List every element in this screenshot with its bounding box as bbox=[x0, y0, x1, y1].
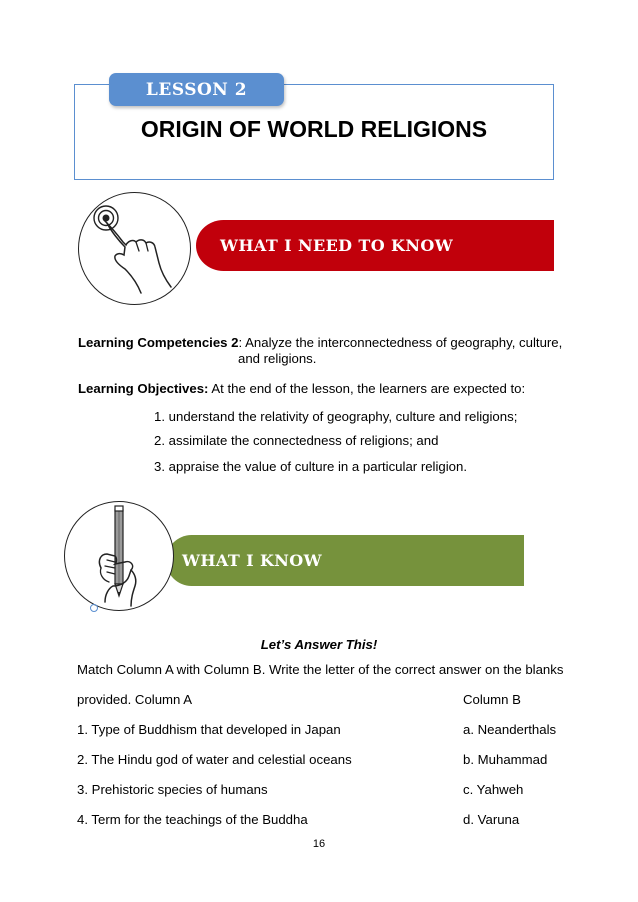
activity-instruction: Match Column A with Column B. Write the letter of the correct answer on the blanks bbox=[77, 662, 564, 677]
learning-competencies-line bbox=[78, 335, 562, 351]
objective-item: 3. appraise the value of culture in a particular religion. bbox=[154, 459, 468, 474]
what-i-need-to-know-label: WHAT I NEED TO KNOW bbox=[220, 236, 454, 255]
lesson-tab: LESSON 2 bbox=[109, 73, 284, 106]
learning-objectives-line bbox=[78, 381, 525, 397]
column-a-item: 3. Prehistoric species of humans bbox=[77, 782, 268, 797]
column-a-item: 2. The Hindu god of water and celestial oceans bbox=[77, 752, 352, 767]
competencies-label: Learning Competencies 2 bbox=[78, 335, 239, 350]
page-number: 16 bbox=[312, 838, 326, 850]
activity-title: Let’s Answer This! bbox=[260, 637, 378, 652]
competencies-continuation: and religions. bbox=[238, 351, 317, 366]
column-b-item: c. Yahweh bbox=[463, 782, 524, 797]
hand-pencil-drawing bbox=[65, 502, 173, 610]
objectives-intro: At the end of the lesson, the learners are expected to: bbox=[208, 381, 526, 396]
column-b-header: Column B bbox=[463, 692, 521, 707]
activity-instruction-continued: provided. Column A bbox=[77, 692, 193, 707]
decorative-dot-icon bbox=[90, 604, 98, 612]
column-b-item: a. Neanderthals bbox=[463, 722, 557, 737]
objectives-label: Learning Objectives: bbox=[78, 381, 209, 396]
column-a-item: 4. Term for the teachings of the Buddha bbox=[77, 812, 308, 827]
what-i-know-banner bbox=[166, 535, 524, 586]
what-i-need-to-know-banner bbox=[196, 220, 554, 271]
column-b-item: d. Varuna bbox=[463, 812, 520, 827]
column-a-item: 1. Type of Buddhism that developed in Japan bbox=[77, 722, 341, 737]
hand-holding-pencil-icon bbox=[64, 501, 174, 611]
objective-item: 2. assimilate the connectedness of religions; and bbox=[154, 433, 439, 448]
what-i-know-label: WHAT I KNOW bbox=[182, 551, 322, 570]
hand-tapping-icon bbox=[78, 192, 191, 305]
column-b-item: b. Muhammad bbox=[463, 752, 548, 767]
lesson-title: ORIGIN OF WORLD RELIGIONS bbox=[140, 116, 488, 142]
competencies-text: : Analyze the interconnectedness of geography, culture, bbox=[238, 335, 563, 350]
objective-item: 1. understand the relativity of geography, culture and religions; bbox=[154, 409, 518, 424]
hand-tapping-drawing bbox=[79, 193, 189, 303]
